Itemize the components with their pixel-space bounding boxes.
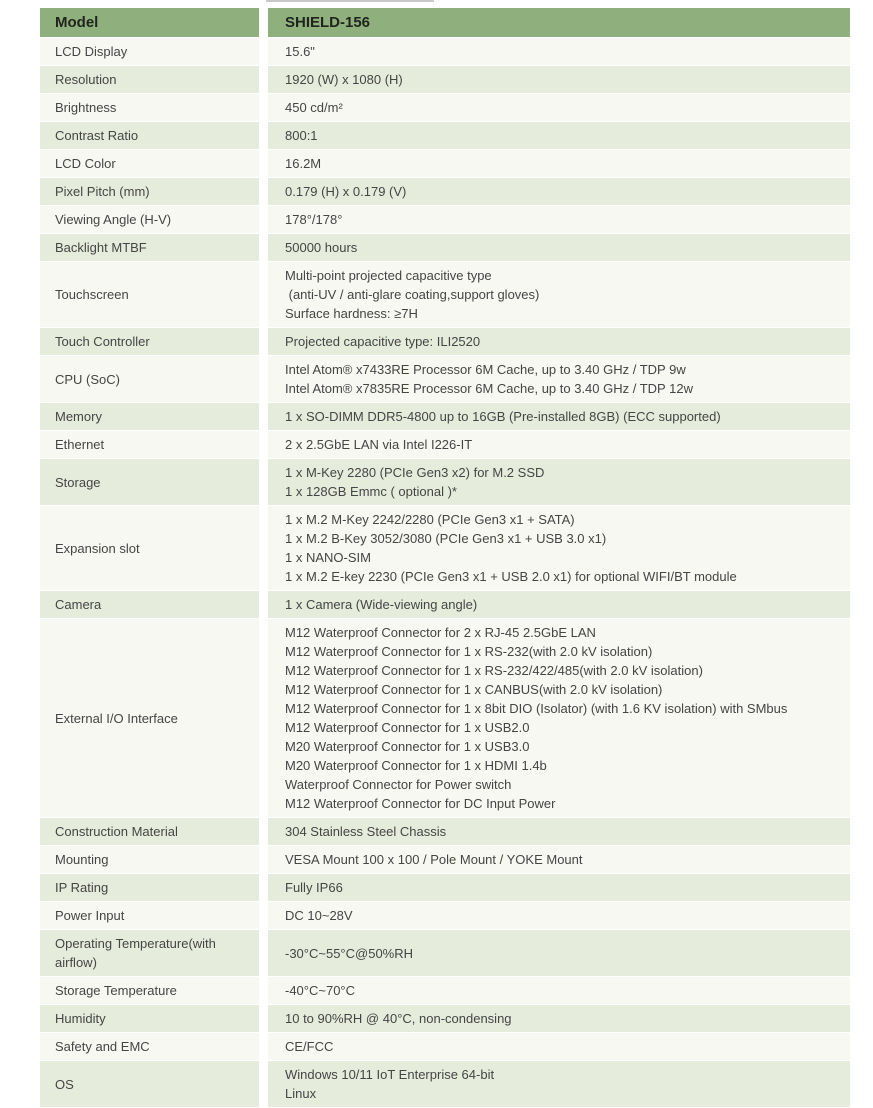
spec-value-line: Linux (285, 1086, 317, 1101)
spec-row (40, 431, 850, 458)
spec-label: Expansion slot (40, 506, 259, 590)
spec-label: Ethernet (40, 431, 259, 458)
spec-value (268, 818, 850, 845)
spec-row (40, 234, 850, 261)
spec-value-line: (anti-UV / anti-glare coating,support gloves) (285, 287, 540, 302)
spec-value-line: 178°/178° (285, 212, 343, 227)
spec-label: IP Rating (40, 874, 259, 901)
spec-row (40, 1033, 850, 1060)
spec-value (268, 431, 850, 458)
spec-value-line: Intel Atom® x7835RE Processor 6M Cache, up to 3.40 GHz / TDP 12w (285, 381, 693, 396)
spec-label: Humidity (40, 1005, 259, 1032)
spec-label: Memory (40, 403, 259, 430)
spec-value (268, 1005, 850, 1032)
spec-label: Camera (40, 591, 259, 618)
spec-row (40, 1005, 850, 1032)
spec-label: Touch Controller (40, 328, 259, 355)
spec-value-line: M12 Waterproof Connector for 2 x RJ-45 2.5GbE LAN (285, 625, 596, 640)
spec-value-line: M12 Waterproof Connector for 1 x RS-232(with 2.0 kV isolation) (285, 644, 653, 659)
spec-row (40, 122, 850, 149)
spec-label: Contrast Ratio (40, 122, 259, 149)
spec-value (268, 66, 850, 93)
spec-label: OS (40, 1061, 259, 1107)
spec-value-line: Surface hardness: ≥7H (285, 306, 418, 321)
spec-value-line: 1 x SO-DIMM DDR5-4800 up to 16GB (Pre-installed 8GB) (ECC supported) (285, 409, 721, 424)
spec-value-line: M12 Waterproof Connector for 1 x CANBUS(with 2.0 kV isolation) (285, 682, 663, 697)
model-header-label: Model (55, 14, 99, 31)
spec-value (268, 846, 850, 873)
spec-value-line: 1 x Camera (Wide-viewing angle) (285, 597, 478, 612)
spec-value (268, 262, 850, 327)
model-name: SHIELD-156 (285, 14, 371, 31)
table-header-row (40, 8, 850, 37)
spec-row (40, 38, 850, 65)
spec-label: External I/O Interface (40, 619, 259, 817)
spec-value (268, 206, 850, 233)
spec-value (268, 178, 850, 205)
spec-row (40, 818, 850, 845)
spec-value-line: Windows 10/11 IoT Enterprise 64-bit (285, 1067, 495, 1082)
spec-row (40, 506, 850, 590)
spec-value-line: Intel Atom® x7433RE Processor 6M Cache, up to 3.40 GHz / TDP 9w (285, 362, 686, 377)
spec-label: LCD Display (40, 38, 259, 65)
spec-row (40, 846, 850, 873)
spec-row (40, 874, 850, 901)
spec-label: Pixel Pitch (mm) (40, 178, 259, 205)
spec-value (268, 328, 850, 355)
spec-label: Brightness (40, 94, 259, 121)
spec-row (40, 262, 850, 327)
spec-label: Viewing Angle (H-V) (40, 206, 259, 233)
spec-row (40, 619, 850, 817)
spec-value (268, 874, 850, 901)
spec-value-line: 15.6" (285, 44, 315, 59)
spec-value-line: 0.179 (H) x 0.179 (V) (285, 184, 407, 199)
spec-label: Resolution (40, 66, 259, 93)
spec-row (40, 66, 850, 93)
spec-value-line: -40°C~70°C (285, 983, 356, 998)
spec-value (268, 591, 850, 618)
spec-row (40, 459, 850, 505)
spec-value-line: -30°C~55°C@50%RH (285, 945, 414, 961)
spec-value-line: 50000 hours (285, 240, 358, 255)
spec-row (40, 591, 850, 618)
spec-value (268, 619, 850, 817)
spec-table (40, 8, 850, 1108)
spec-row (40, 1061, 850, 1107)
spec-value (268, 977, 850, 1004)
spec-label: Storage (40, 459, 259, 505)
spec-value-line: Multi-point projected capacitive type (285, 268, 492, 283)
spec-value-line: M12 Waterproof Connector for DC Input Power (285, 796, 556, 811)
spec-row (40, 206, 850, 233)
spec-row (40, 328, 850, 355)
spec-value (268, 1061, 850, 1107)
spec-value-line: M12 Waterproof Connector for 1 x 8bit DIO (Isolator) (with 1.6 KV isolation) with SMbus (285, 701, 788, 716)
spec-value (268, 902, 850, 929)
spec-value-line: Waterproof Connector for Power switch (285, 777, 512, 792)
spec-value-line: 1920 (W) x 1080 (H) (285, 72, 403, 87)
spec-value-line: 1 x M.2 E-key 2230 (PCIe Gen3 x1 + USB 2.0 x1) for optional WIFI/BT module (285, 569, 737, 584)
spec-value-line: 2 x 2.5GbE LAN via Intel I226-IT (285, 437, 473, 452)
spec-label: Mounting (40, 846, 259, 873)
spec-rows (40, 38, 850, 1107)
spec-value-line: M20 Waterproof Connector for 1 x USB3.0 (285, 739, 530, 754)
spec-row (40, 977, 850, 1004)
spec-value (268, 930, 850, 976)
spec-label: Operating Temperature(with airflow) (40, 930, 259, 976)
model-header-cell (40, 8, 259, 37)
spec-label: Storage Temperature (40, 977, 259, 1004)
spec-value-line: 304 Stainless Steel Chassis (285, 824, 447, 839)
spec-label: Construction Material (40, 818, 259, 845)
spec-value-line: DC 10~28V (285, 908, 353, 923)
spec-value (268, 38, 850, 65)
spec-value-line: Fully IP66 (285, 880, 343, 895)
spec-label: Power Input (40, 902, 259, 929)
spec-value (268, 356, 850, 402)
spec-value-line: M12 Waterproof Connector for 1 x RS-232/422/485(with 2.0 kV isolation) (285, 663, 703, 678)
spec-value (268, 234, 850, 261)
spec-value (268, 122, 850, 149)
spec-row (40, 403, 850, 430)
page-edge-artifact (266, 0, 434, 2)
spec-value-line: 1 x 128GB Emmc ( optional )* (285, 484, 457, 499)
spec-value (268, 1033, 850, 1060)
spec-value-line: Projected capacitive type: ILI2520 (285, 334, 481, 349)
spec-label: LCD Color (40, 150, 259, 177)
spec-value-line: 450 cd/m² (285, 100, 343, 115)
spec-value (268, 506, 850, 590)
spec-row (40, 178, 850, 205)
spec-value-line: 1 x M-Key 2280 (PCIe Gen3 x2) for M.2 SSD (285, 465, 545, 480)
spec-value-line: M20 Waterproof Connector for 1 x HDMI 1.4b (285, 758, 547, 773)
spec-value-line: CE/FCC (285, 1039, 334, 1054)
spec-row (40, 356, 850, 402)
spec-label: Touchscreen (40, 262, 259, 327)
spec-value-line: M12 Waterproof Connector for 1 x USB2.0 (285, 720, 530, 735)
spec-value-line: 1 x M.2 B-Key 3052/3080 (PCIe Gen3 x1 + USB 3.0 x1) (285, 531, 607, 546)
spec-row (40, 902, 850, 929)
spec-row (40, 150, 850, 177)
spec-value-line: 16.2M (285, 156, 322, 171)
spec-label: Safety and EMC (40, 1033, 259, 1060)
spec-label: Backlight MTBF (40, 234, 259, 261)
spec-value (268, 94, 850, 121)
spec-label: CPU (SoC) (40, 356, 259, 402)
spec-value (268, 403, 850, 430)
spec-value (268, 459, 850, 505)
spec-value-line: 10 to 90%RH @ 40°C, non-condensing (285, 1011, 512, 1026)
spec-row (40, 94, 850, 121)
spec-value-line: VESA Mount 100 x 100 / Pole Mount / YOKE Mount (285, 852, 583, 867)
spec-row (40, 930, 850, 976)
spec-value (268, 150, 850, 177)
model-name-cell (268, 8, 850, 37)
spec-value-line: 800:1 (285, 128, 318, 143)
spec-value-line: 1 x NANO-SIM (285, 550, 371, 565)
spec-value-line: 1 x M.2 M-Key 2242/2280 (PCIe Gen3 x1 + SATA) (285, 512, 575, 527)
